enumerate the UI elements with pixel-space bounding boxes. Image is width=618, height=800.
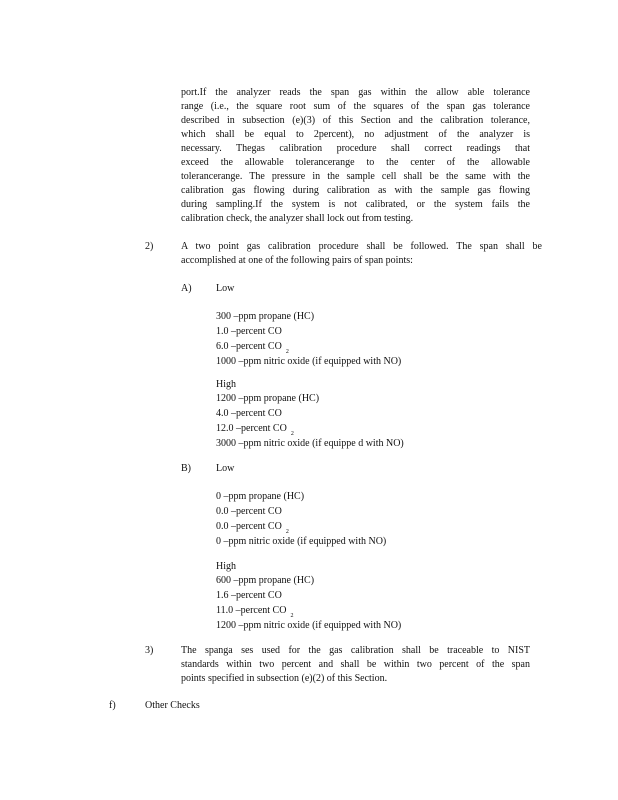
- paragraph-line: port.If the analyzer reads the span gas within the allow able tolerance: [181, 87, 530, 98]
- span-point-item: 3000 –ppm nitric oxide (if equippe d with NO): [216, 438, 404, 449]
- item-2-text: [181, 240, 542, 268]
- option-a-low-heading: Low: [216, 283, 235, 294]
- span-point-item: 11.0 –percent CO $_2$: [216, 605, 294, 619]
- span-point-item: 0 –ppm propane (HC): [216, 491, 305, 502]
- option-a-letter: A): [181, 283, 192, 294]
- paragraph-line: during sampling.If the system is not calibrated, or the system fails the: [181, 199, 530, 210]
- span-point-item: 300 –ppm propane (HC): [216, 311, 315, 322]
- span-point-item: 12.0 –percent CO $_2$: [216, 423, 294, 437]
- option-b-low-list: [216, 490, 390, 550]
- option-b-high-heading: High: [216, 561, 236, 572]
- item-3-text: [181, 644, 530, 686]
- option-b-high-list: [216, 574, 405, 634]
- span-point-item: 4.0 –percent CO: [216, 408, 282, 419]
- paragraph-line: described in subsection (e)(3) of this Section and the calibration tolerance,: [181, 115, 530, 126]
- paragraph-line: standards within two percent and shall be within two percent of the span: [181, 659, 530, 670]
- section-f-heading: Other Checks: [145, 700, 200, 711]
- paragraph-line: exceed the allowable tolerancerange to the center of the allowable: [181, 157, 530, 168]
- paragraph-line: points specified in subsection (e)(2) of this Section.: [181, 673, 388, 684]
- option-b-letter: B): [181, 463, 191, 474]
- item-3-number: 3): [145, 645, 154, 656]
- option-a-high-heading: High: [216, 379, 236, 390]
- paragraph-line: A two point gas calibration procedure shall be followed. The span shall be: [181, 241, 542, 252]
- paragraph-line: tolerancerange. The pressure in the sample cell shall be the same with the: [181, 171, 530, 182]
- paragraph-line: accomplished at one of the following pairs of span points:: [181, 255, 413, 266]
- span-point-item: 6.0 –percent CO $_2$: [216, 341, 289, 355]
- span-point-item: 1000 –ppm nitric oxide (if equipped with NO): [216, 356, 402, 367]
- span-point-item: 0.0 –percent CO $_2$: [216, 521, 289, 535]
- paragraph-line: calibration gas flowing during calibration as with the sample gas flowing: [181, 185, 530, 196]
- paragraph-line: range (i.e., the square root sum of the squares of the span gas tolerance: [181, 101, 530, 112]
- span-point-item: 1200 –ppm propane (HC): [216, 393, 320, 404]
- span-point-item: 1.6 –percent CO: [216, 590, 282, 601]
- option-b-low-heading: Low: [216, 463, 235, 474]
- item-2-number: 2): [145, 241, 154, 252]
- span-point-item: 0 –ppm nitric oxide (if equipped with NO): [216, 536, 387, 547]
- span-point-item: 1.0 –percent CO: [216, 326, 282, 337]
- span-point-item: 0.0 –percent CO: [216, 506, 282, 517]
- paragraph-line: calibration check, the analyzer shall lock out from testing.: [181, 213, 414, 224]
- option-a-low-list: [216, 310, 405, 370]
- span-point-item: 1200 –ppm nitric oxide (if equipped with NO): [216, 620, 402, 631]
- paragraph-line: which shall be equal to 2percent), no adjustment of the analyzer is: [181, 129, 530, 140]
- paragraph-line: necessary. Thegas calibration procedure shall correct readings that: [181, 143, 530, 154]
- option-a-high-list: [216, 392, 408, 452]
- top-paragraph: [181, 86, 530, 226]
- section-f-letter: f): [109, 700, 116, 711]
- span-point-item: 600 –ppm propane (HC): [216, 575, 315, 586]
- paragraph-line: The spanga ses used for the gas calibration shall be traceable to NIST: [181, 645, 530, 656]
